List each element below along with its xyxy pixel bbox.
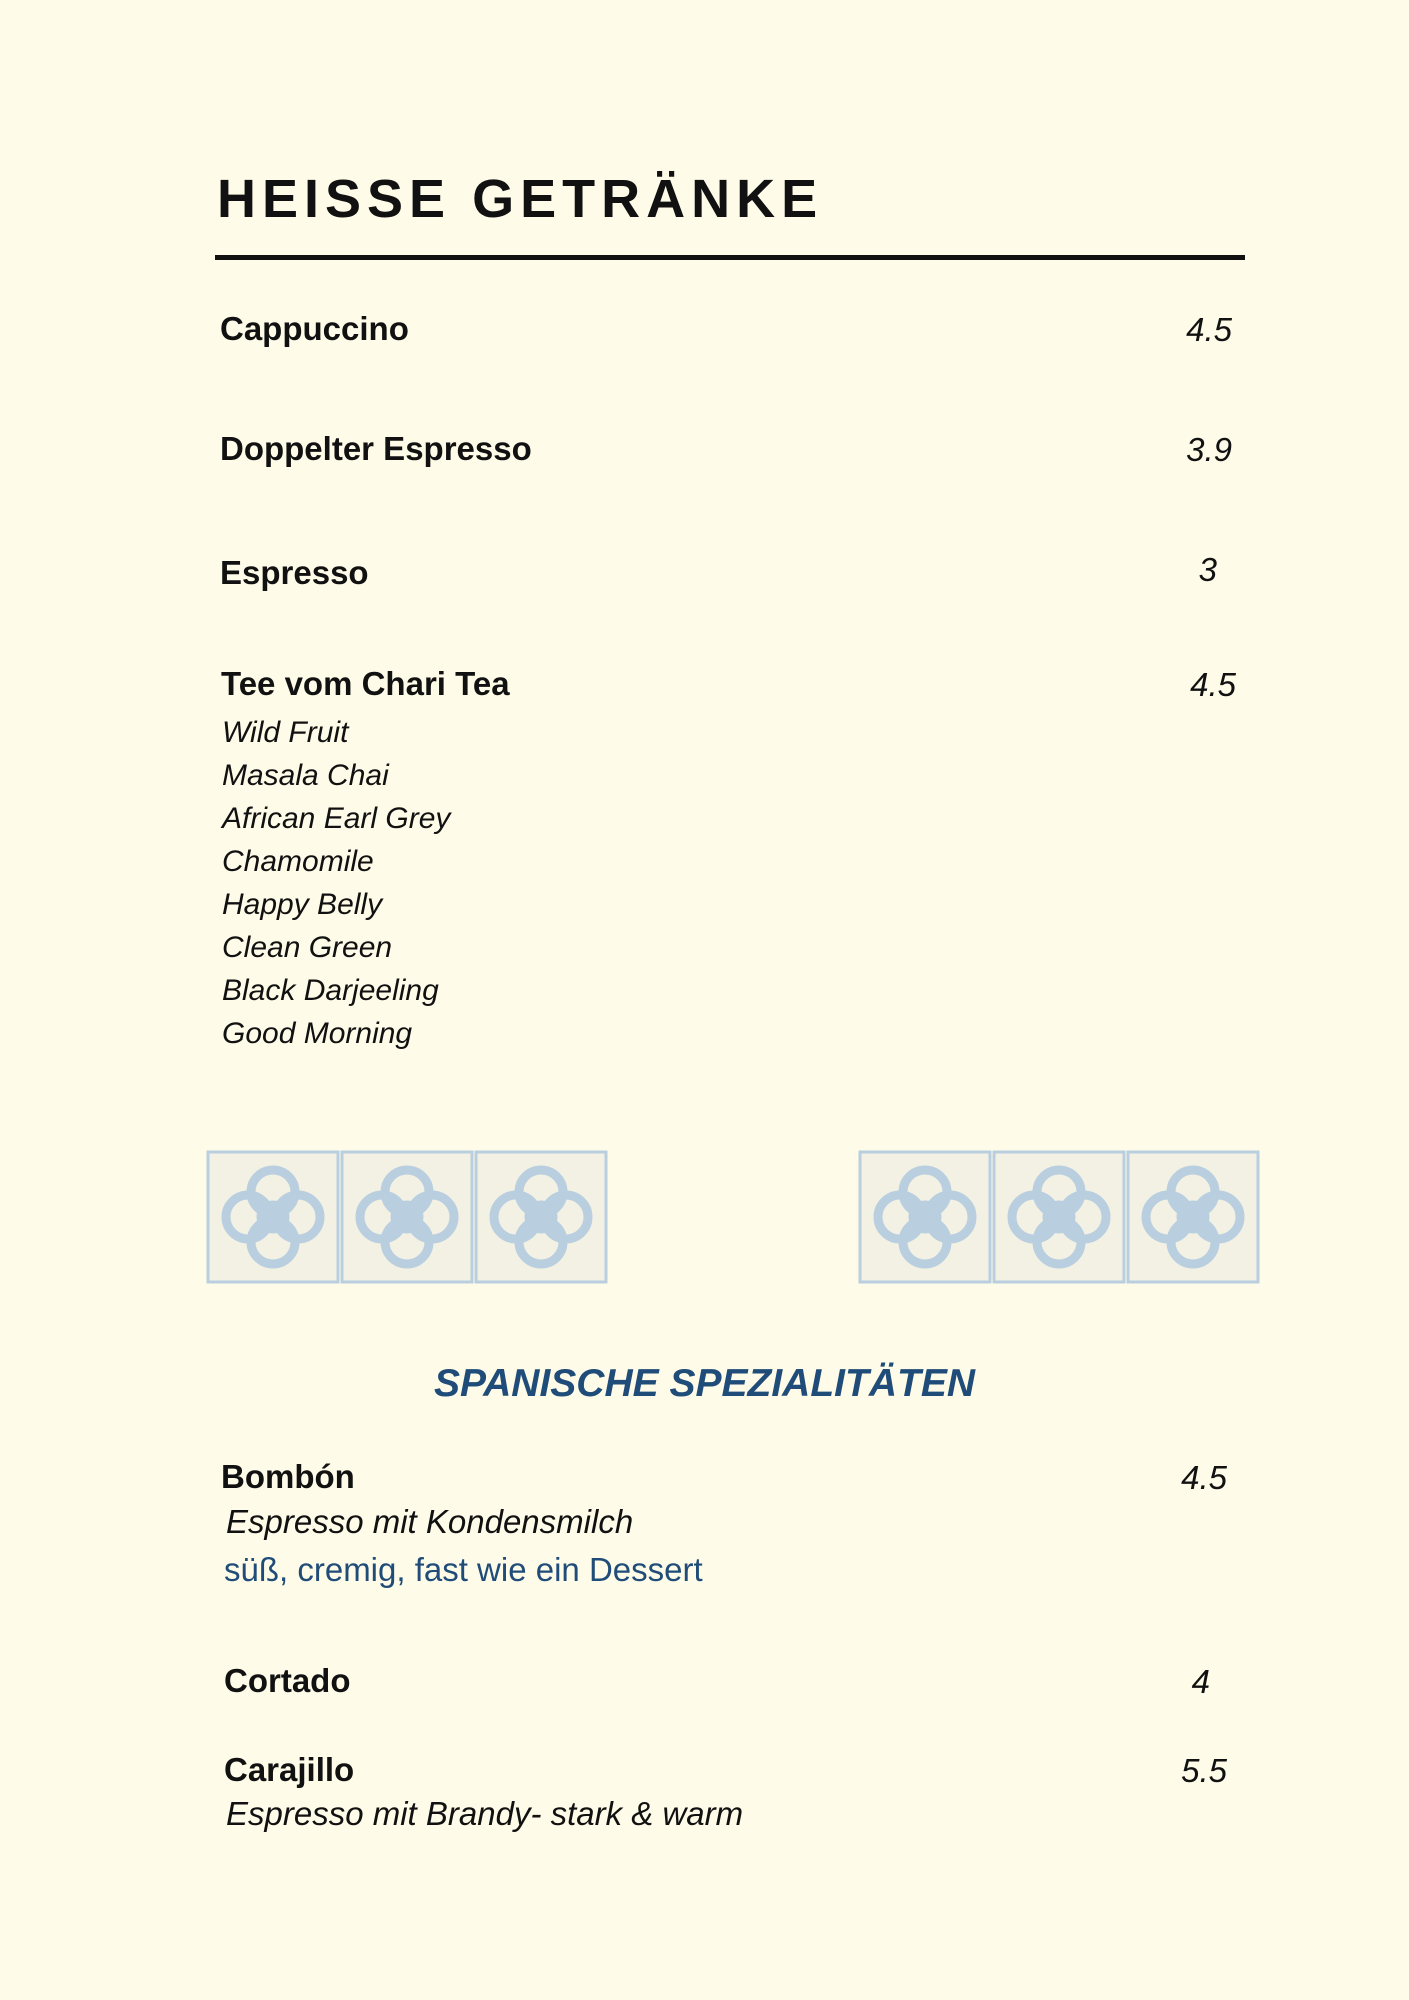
list-item: Chamomile	[222, 845, 374, 878]
menu-item-name: Doppelter Espresso	[220, 430, 532, 467]
menu-item-name: Bombón	[221, 1458, 355, 1495]
menu-item-name: Espresso	[220, 554, 369, 591]
list-item: Good Morning	[222, 1017, 413, 1050]
menu-item-price: 4	[1191, 1663, 1210, 1700]
menu-item-price: 4.5	[1181, 1459, 1227, 1496]
list-item: Wild Fruit	[222, 716, 349, 749]
menu-item-name: Cappuccino	[220, 310, 409, 347]
menu-item-price: 4.5	[1186, 311, 1232, 348]
title-divider	[215, 255, 1245, 260]
menu-item-name: Tee vom Chari Tea	[221, 665, 510, 702]
list-item: Masala Chai	[222, 759, 389, 792]
menu-item-price: 3.9	[1186, 431, 1232, 468]
tea-variety-list	[222, 718, 450, 1062]
page-title: HEISSE GETRÄNKE	[217, 169, 824, 229]
list-item: Black Darjeeling	[222, 974, 439, 1007]
decorative-tiles-right	[858, 1150, 1260, 1284]
decorative-tiles-left	[206, 1150, 608, 1284]
menu-item-note: süß, cremig, fast wie ein Dessert	[224, 1551, 703, 1588]
menu-item-name: Carajillo	[224, 1751, 355, 1788]
menu-item-name: Cortado	[224, 1662, 351, 1699]
flower-tile-icon	[858, 1150, 1260, 1284]
list-item: African Earl Grey	[222, 802, 451, 835]
list-item: Clean Green	[222, 931, 393, 964]
list-item: Happy Belly	[222, 888, 383, 921]
menu-item-price: 3	[1198, 551, 1217, 588]
menu-item-price: 5.5	[1181, 1752, 1227, 1789]
menu-item-price: 4.5	[1190, 666, 1236, 703]
menu-item-description: Espresso mit Kondensmilch	[226, 1503, 634, 1540]
menu-item-description: Espresso mit Brandy- stark & warm	[226, 1795, 744, 1832]
section-title: SPANISCHE SPEZIALITÄTEN	[434, 1362, 975, 1405]
flower-tile-icon	[206, 1150, 608, 1284]
